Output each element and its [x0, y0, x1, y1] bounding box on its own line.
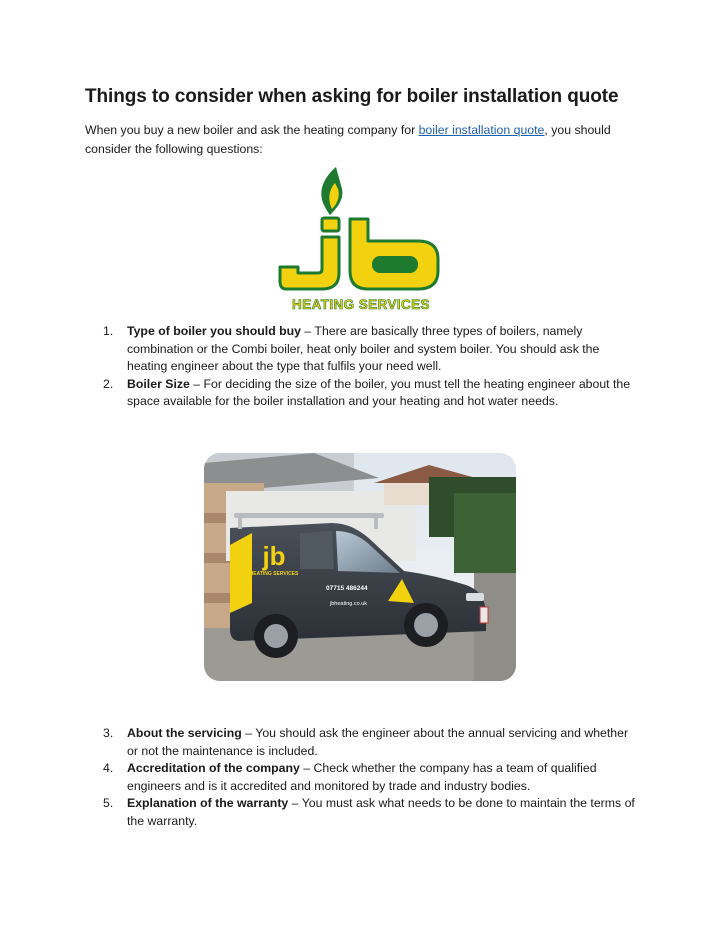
- list-item-number: 3.: [103, 726, 114, 740]
- page-title: Things to consider when asking for boiler installation quote: [85, 86, 619, 107]
- logo-b-shape: [350, 219, 438, 289]
- boiler-installation-quote-link[interactable]: boiler installation quote: [418, 123, 545, 137]
- logo-b-hole: [372, 256, 418, 273]
- list-item-heading: About the servicing: [127, 726, 242, 740]
- jb-logo-graphic: [278, 163, 444, 315]
- list-item-heading: Explanation of the warranty: [127, 796, 289, 810]
- list-item: [100, 795, 640, 830]
- van-photo: [204, 453, 516, 681]
- logo-j-stem: [280, 237, 339, 289]
- van-logo: jb: [262, 541, 286, 571]
- intro-text-after: , you should consider the following questions:: [85, 123, 611, 156]
- list-item-number: 5.: [103, 796, 114, 810]
- van-phone: 07715 486244: [326, 585, 368, 592]
- van-website: jbheating.co.uk: [330, 601, 367, 607]
- intro-text-before: When you buy a new boiler and ask the heating company for: [85, 123, 419, 137]
- list-item-text: – There are basically three types of boilers, namely combination or the Combi boiler, heat only boiler and system boiler. You should ask the heating engineer about the type that fulfils your need well.: [127, 324, 600, 373]
- list-item-heading: Accreditation of the company: [127, 761, 300, 775]
- considerations-list-part-2: [100, 725, 640, 830]
- intro-paragraph: [85, 121, 645, 159]
- considerations-list-part-1: [100, 323, 640, 411]
- list-item: [100, 760, 640, 795]
- list-item-heading: Type of boiler you should buy: [127, 324, 301, 338]
- list-item-text: – For deciding the size of the boiler, you must tell the heating engineer about the space available for the boiler installation and your heating and hot water needs.: [127, 376, 631, 408]
- list-item-number: 2.: [103, 376, 114, 391]
- logo-j-dot: [322, 218, 339, 231]
- list-item-text: – You should ask the engineer about the annual servicing and whether or not the maintenance is included.: [127, 726, 629, 758]
- list-item-heading: Boiler Size: [127, 376, 190, 391]
- list-item: [100, 725, 640, 760]
- van-photo-graphic: [204, 453, 516, 681]
- list-item-number: 4.: [103, 761, 114, 775]
- list-item-text: – You must ask what needs to be done to maintain the terms of the warranty.: [127, 796, 635, 828]
- list-item: [100, 376, 640, 411]
- van-logo-sub: HEATING SERVICES: [249, 571, 299, 577]
- list-item: [100, 323, 640, 376]
- list-item-number: 1.: [103, 324, 114, 338]
- logo-tagline: HEATING SERVICES: [292, 297, 430, 312]
- jb-logo: [278, 163, 444, 315]
- list-item-text: – Check whether the company has a team of qualified engineers and is it accredited and monitored by trade and industry bodies.: [127, 761, 597, 793]
